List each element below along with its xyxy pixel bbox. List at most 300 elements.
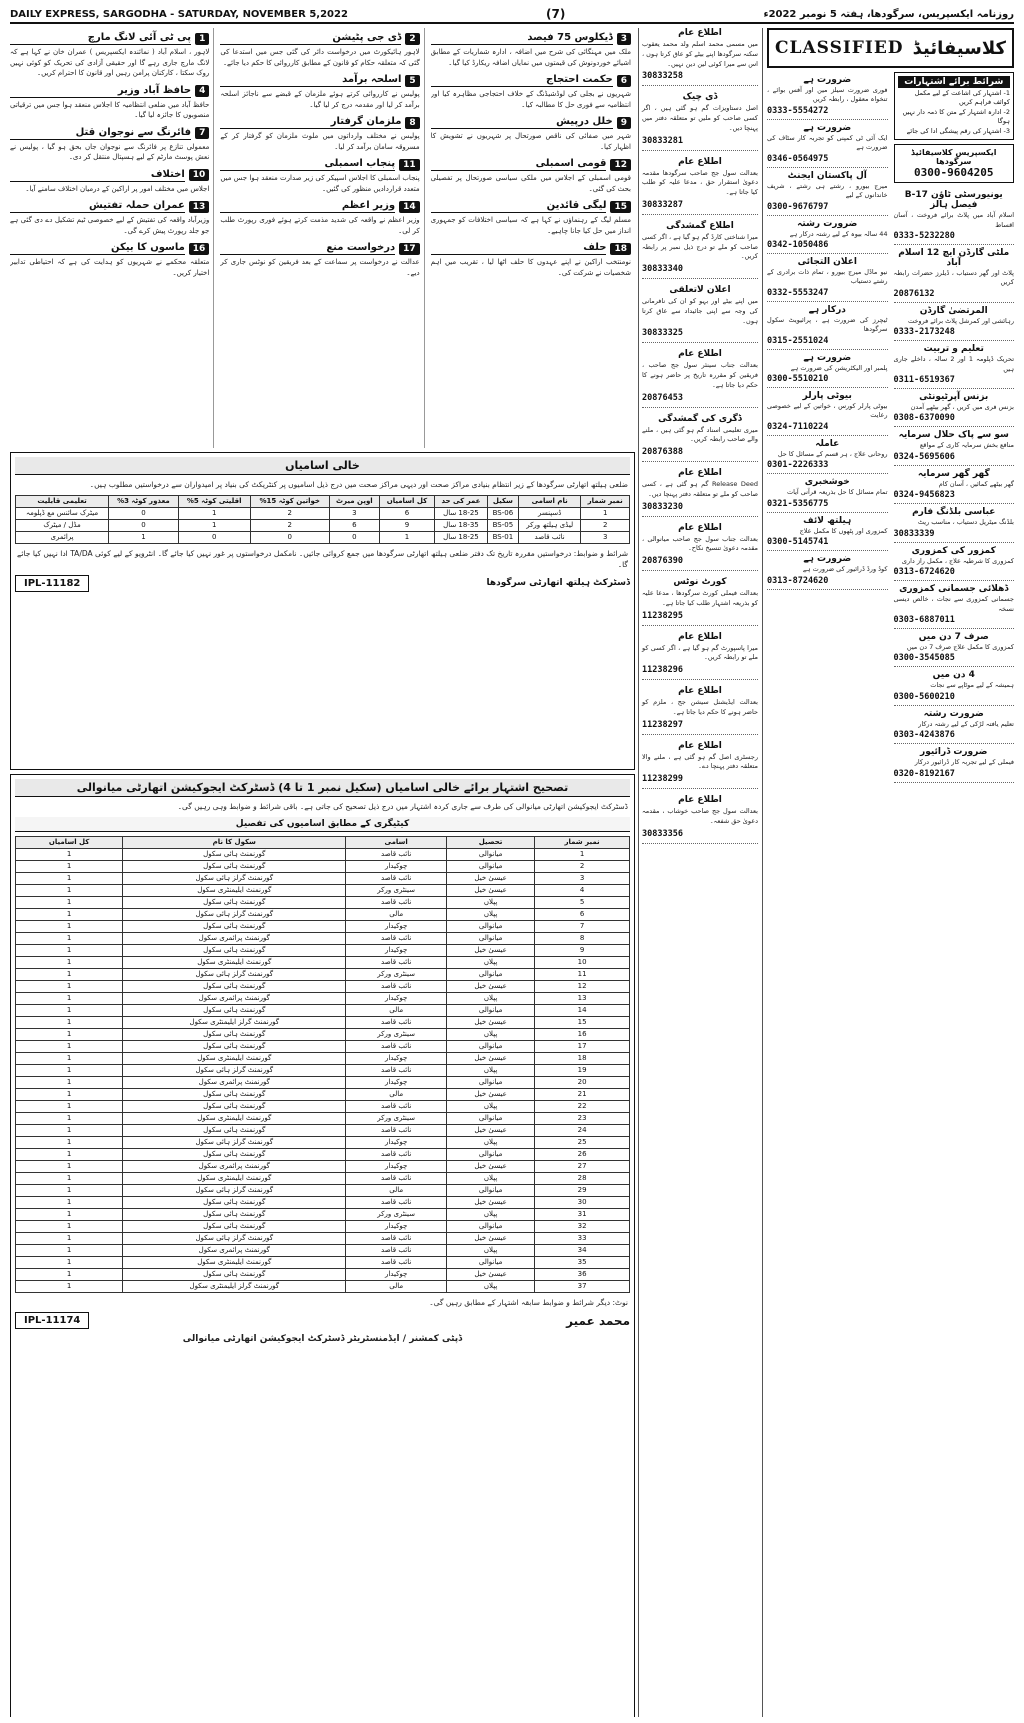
classified-grid — [767, 72, 1014, 783]
classified-item — [894, 466, 1015, 504]
table-row — [16, 920, 630, 932]
table-row — [16, 1148, 630, 1160]
table-cell: نائب قاصد — [518, 531, 581, 543]
table-header-cell: اقلیتی کوٹہ 5% — [178, 495, 250, 507]
table-row — [16, 1136, 630, 1148]
ad-terms-box — [894, 72, 1015, 140]
table-cell: چوکیدار — [346, 1220, 447, 1232]
classified-text: ٹیچرز کی ضرورت ہے ، پرائیویٹ سکول سرگودھا — [767, 315, 888, 334]
table-row — [16, 1184, 630, 1196]
news-body: اجلاس میں مختلف امور پر اراکین کے درمیان اختلاف سامنے آیا۔ — [25, 184, 210, 193]
table-cell: 1 — [16, 1172, 123, 1184]
table-cell: 1 — [16, 1064, 123, 1076]
table-cell: میانوالی — [447, 932, 535, 944]
news-item — [10, 127, 209, 163]
table-cell: 2 — [581, 519, 630, 531]
table-header-cell: کل اسامیاں — [380, 495, 435, 507]
notice-text: اصل دستاویزات گم ہو گئی ہیں ، اگر کسی صاحب کو ملیں تو متعلقہ دفتر میں پہنچا دیں۔ — [642, 104, 758, 132]
table-cell: گورنمنٹ ہائی سکول — [123, 1220, 346, 1232]
classified-item — [894, 303, 1015, 341]
table-cell: سینٹری ورکر — [346, 1112, 447, 1124]
classified-item — [894, 667, 1015, 705]
table-cell: میانوالی — [447, 1004, 535, 1016]
classified-text: رہائشی اور کمرشل پلاٹ برائے فروخت — [907, 316, 1014, 325]
news-headline: فائرنگ سے نوجوان قتل — [10, 127, 191, 140]
table-cell: 7 — [535, 920, 630, 932]
classified-phone: 0303-4243876 — [893, 730, 955, 741]
table-cell: 1 — [16, 1016, 123, 1028]
news-headline: لیگی قائدین — [431, 200, 607, 213]
table-cell: نائب قاصد — [346, 1232, 447, 1244]
notice-block — [642, 795, 758, 844]
classified-text: کوڈ ورڈ ڈرائیور کی ضرورت ہے — [802, 565, 888, 574]
classified-phone: 0346-0564975 — [767, 153, 829, 164]
news-number: 18 — [610, 243, 631, 255]
notice-phone: 30833340 — [642, 264, 683, 274]
news-body: شہریوں نے بجلی کی لوڈشیڈنگ کے خلاف احتجاجی مظاہرہ کیا اور انتظامیہ سے فوری حل کا مطالبہ کیا۔ — [430, 90, 631, 109]
table-cell: چوکیدار — [346, 1076, 447, 1088]
table-cell: 3 — [581, 531, 630, 543]
table-cell: 16 — [535, 1028, 630, 1040]
news-header — [10, 127, 209, 140]
table-cell: گورنمنٹ ایلیمنٹری سکول — [123, 1256, 346, 1268]
notice-text: Release Deed گم ہو گئی ہے ، کسی صاحب کو ملے تو متعلقہ دفتر پہنچا دیں۔ — [642, 480, 758, 498]
table-cell: گورنمنٹ گرلز ہائی سکول — [123, 908, 346, 920]
table-cell: 1 — [16, 968, 123, 980]
classified-phone: 0333-5554272 — [767, 105, 829, 116]
news-header — [431, 116, 631, 129]
table-cell: 34 — [535, 1244, 630, 1256]
news-item — [431, 158, 631, 194]
notice-text: رجسٹری اصل گم ہو گئی ہے ، ملنے والا متعلقہ دفتر پہنچا دے۔ — [642, 752, 758, 771]
news-number: 1 — [195, 33, 209, 45]
table-cell: 1 — [16, 860, 123, 872]
classified-phone: 0315-2551024 — [767, 335, 829, 346]
table-cell: 19 — [535, 1064, 630, 1076]
table-row — [16, 507, 630, 519]
news-headline: خلل درپیش — [431, 116, 613, 129]
table-row — [16, 1040, 630, 1052]
classified-title: اعلان التجائی — [797, 256, 857, 267]
table-cell: 1 — [16, 872, 123, 884]
news-item — [220, 32, 419, 68]
table-row — [16, 1208, 630, 1220]
table-header-cell: کل اسامیاں — [16, 836, 123, 848]
table-cell: 25 — [535, 1136, 630, 1148]
table-cell: 6 — [329, 519, 379, 531]
table-cell: مڈل / میٹرک — [16, 519, 109, 531]
table-cell: نائب قاصد — [346, 980, 447, 992]
table-cell: سینٹری ورکر — [346, 1028, 447, 1040]
table-cell: 1 — [16, 896, 123, 908]
table-cell: گورنمنٹ گرلز ہائی سکول — [123, 1064, 346, 1076]
news-body: وزیر اعظم نے واقعہ کی شدید مذمت کرتے ہوئے فوری رپورٹ طلب کر لی۔ — [220, 216, 420, 235]
table-row — [16, 1100, 630, 1112]
table-cell: 1 — [16, 1196, 123, 1208]
table-cell: پرائمری — [16, 531, 109, 543]
table-cell: میانوالی — [447, 1040, 535, 1052]
table-cell: میٹرک سائنس مع ڈپلومہ — [16, 507, 109, 519]
notice-phone: 30833325 — [642, 328, 683, 339]
notice-title: اطلاع عام — [678, 349, 722, 360]
table-cell: گورنمنٹ ہائی سکول — [123, 1124, 346, 1136]
news-item — [10, 169, 209, 195]
table-header-cell: نمبر شمار — [581, 495, 630, 507]
table-cell: چوکیدار — [346, 920, 447, 932]
page-number: (7) — [546, 7, 566, 21]
table-cell: 1 — [16, 1184, 123, 1196]
table-cell: 0 — [250, 531, 329, 543]
classified-text: اسلام آباد میں پلاٹ برائے فروخت ، آسان اقساط — [893, 211, 1014, 229]
ad-title: تصحیح اشتہار برائے خالی اسامیاں (سکیل نمبر 1 تا 4) ڈسٹرکٹ ایجوکیشن اتھارٹی میانوالی — [15, 779, 630, 797]
table-cell: گورنمنٹ ہائی سکول — [123, 1208, 346, 1220]
notice-phone: 30833258 — [642, 71, 683, 82]
table-header-cell: عمر کی حد — [434, 495, 487, 507]
news-header — [431, 32, 631, 45]
table-cell: گورنمنٹ ایلیمنٹری سکول — [123, 1112, 346, 1124]
news-body: ملک میں مہنگائی کی شرح میں اضافہ ، ادارہ شماریات کے مطابق اشیائے خوردونوش کی قیمتوں میں نمایاں اضافہ ریکارڈ کیا گیا۔ — [430, 48, 631, 67]
table-row — [16, 956, 630, 968]
table-cell: نائب قاصد — [346, 1016, 447, 1028]
table-cell: 20 — [535, 1076, 630, 1088]
notice-title: اعلان لاتعلقی — [669, 285, 731, 295]
news-number: 6 — [617, 75, 631, 87]
news-item — [431, 116, 631, 152]
notice-block — [642, 468, 758, 517]
table-row — [16, 1220, 630, 1232]
table-cell: گورنمنٹ پرائمری سکول — [123, 1244, 346, 1256]
table-cell: عیسیٰ خیل — [447, 1124, 535, 1136]
table-row — [16, 908, 630, 920]
classified-text: روحانی علاج ، ہر قسم کے مسائل کا حل — [777, 449, 888, 458]
table-cell: میانوالی — [447, 860, 535, 872]
table-cell: 1 — [535, 848, 630, 860]
notice-phone: 11238299 — [642, 774, 683, 784]
notice-block — [642, 414, 758, 463]
table-cell: 18 — [535, 1052, 630, 1064]
table-cell: میانوالی — [447, 1148, 535, 1160]
table-cell: نائب قاصد — [346, 1148, 447, 1160]
classified-phone: 0300-5145741 — [767, 537, 829, 548]
news-headline: پی ٹی آئی لانگ مارچ — [10, 32, 191, 45]
classified-text: نیو ماڈل میرج بیورو ، تمام ذات برادری کے رشتے دستیاب — [767, 267, 888, 286]
notice-block — [642, 686, 758, 735]
table-cell: عیسیٰ خیل — [447, 1016, 535, 1028]
classified-item — [767, 474, 888, 512]
news-number: 4 — [195, 85, 209, 97]
classified-title: ضرورت ڈرائیور — [920, 747, 988, 758]
table-cell: چوکیدار — [346, 1268, 447, 1280]
table-cell: 10 — [535, 956, 630, 968]
table-row — [16, 1004, 630, 1016]
table-cell: لیڈی ہیلتھ ورکر — [518, 519, 581, 531]
table-cell: چوکیدار — [346, 1136, 447, 1148]
news-header — [220, 242, 419, 255]
news-item — [431, 74, 631, 110]
table-cell: مالی — [346, 908, 447, 920]
news-body: متعلقہ محکمے نے شہریوں کو ہدایت کی ہے کہ احتیاطی تدابیر اختیار کریں۔ — [10, 258, 210, 277]
news-item — [220, 116, 419, 152]
news-header — [220, 200, 419, 213]
classified-text: تمام مسائل کا حل بذریعہ قرآنی آیات — [786, 488, 888, 497]
table-cell: 1 — [16, 1112, 123, 1124]
news-column — [10, 28, 214, 448]
table-cell: 29 — [535, 1184, 630, 1196]
news-item — [431, 32, 631, 68]
table-cell: 26 — [535, 1148, 630, 1160]
table-cell: 32 — [535, 1220, 630, 1232]
classified-phone: 0324-7110224 — [767, 421, 829, 432]
classified-phone: 30833339 — [893, 528, 935, 539]
table-cell: 12 — [535, 980, 630, 992]
table-cell: 1 — [16, 920, 123, 932]
classified-phone: 0320-8192167 — [893, 768, 955, 779]
news-item — [220, 242, 419, 278]
table-cell: 1 — [16, 944, 123, 956]
classified-title-english: CLASSIFIED — [775, 38, 904, 58]
classified-section — [762, 28, 1014, 1717]
classified-title: گھر گھر سرمایہ — [917, 468, 990, 479]
news-body: وزیرآباد واقعہ کی تفتیش کے لیے خصوصی ٹیم تشکیل دے دی گئی ہے جو جلد رپورٹ پیش کرے گی۔ — [10, 216, 210, 235]
table-cell: عیسیٰ خیل — [447, 872, 535, 884]
classified-text: بزنس فری میں کریں ، گھر بیٹھے آمدن — [910, 403, 1014, 412]
classified-phone: 0300-5510210 — [767, 374, 829, 385]
classified-title: درکار ہے — [808, 304, 846, 315]
table-cell: 11 — [535, 968, 630, 980]
classified-title: عاملہ — [815, 438, 840, 449]
table-cell: گورنمنٹ گرلز ہائی سکول — [123, 1136, 346, 1148]
table-cell: 1 — [581, 507, 630, 519]
classified-item — [767, 350, 888, 388]
news-body: قومی اسمبلی کے اجلاس میں ملکی سیاسی صورتحال پر تفصیلی بحث کی گئی۔ — [430, 174, 631, 193]
table-cell: گورنمنٹ ہائی سکول — [123, 1028, 346, 1040]
notice-text: بعدالت ایڈیشنل سیشن جج ، ملزم کو حاضر ہونے کا حکم دیا جاتا ہے۔ — [642, 698, 758, 716]
ad-signatory: محمد عمیر — [566, 1313, 630, 1328]
table-cell: پپلاں — [447, 956, 535, 968]
table-cell: 2 — [250, 519, 329, 531]
table-row — [16, 980, 630, 992]
table-header-cell: نام اسامی — [518, 495, 581, 507]
table-cell: 18-25 سال — [434, 531, 487, 543]
classified-text: بیوٹی پارلر کورس ، خواتین کے لیے خصوصی رعایت — [767, 402, 888, 420]
table-cell: پپلاں — [447, 992, 535, 1004]
table-cell: گورنمنٹ ہائی سکول — [123, 1148, 346, 1160]
classified-text: 44 سالہ بیوہ کے لیے رشتہ درکار ہے — [789, 229, 888, 238]
table-row — [16, 1124, 630, 1136]
classified-phone: 0342-1050486 — [767, 239, 829, 250]
notice-title: اطلاع عام — [678, 740, 722, 751]
ad-issuer: ڈپٹی کمشنر / ایڈمنسٹریٹر ڈسٹرکٹ ایجوکیشن اتھارٹی میانوالی — [182, 1334, 463, 1345]
classified-item — [894, 581, 1015, 629]
news-headline: اختلاف — [10, 169, 185, 182]
classified-phone: 0321-5356775 — [767, 498, 829, 509]
table-row — [16, 1016, 630, 1028]
table-cell: گورنمنٹ ہائی سکول — [123, 1100, 346, 1112]
vacancy-ad-education — [10, 774, 635, 1717]
table-cell: عیسیٰ خیل — [447, 1268, 535, 1280]
table-cell: گورنمنٹ گرلز ہائی سکول — [123, 1232, 346, 1244]
table-cell: 13 — [535, 992, 630, 1004]
table-cell: نائب قاصد — [346, 848, 447, 860]
ad-issuer: ڈسٹرکٹ ہیلتھ اتھارٹی سرگودھا — [486, 578, 630, 589]
table-cell: مالی — [346, 1088, 447, 1100]
table-row — [16, 1256, 630, 1268]
news-body: عدالت نے درخواست پر سماعت کے بعد فریقین کو نوٹس جاری کر دیے۔ — [220, 258, 420, 277]
table-cell: عیسیٰ خیل — [447, 1196, 535, 1208]
classified-phone: 0324-9456823 — [893, 490, 955, 501]
notice-phone: 30833230 — [642, 501, 683, 512]
table-cell: گورنمنٹ ہائی سکول — [123, 944, 346, 956]
ad-footer — [15, 575, 630, 592]
table-row — [16, 1076, 630, 1088]
notice-text: میرا شناختی کارڈ گم ہو گیا ہے ، اگر کسی صاحب کو ملے تو درج ذیل نمبر پر رابطہ کریں۔ — [642, 232, 758, 261]
news-number: 2 — [405, 33, 419, 45]
news-item — [220, 158, 419, 194]
notice-block — [642, 577, 758, 626]
notice-title: اطلاع عام — [678, 631, 722, 642]
table-cell: ڈسپنسر — [518, 507, 581, 519]
table-cell: 1 — [16, 1232, 123, 1244]
table-row — [16, 872, 630, 884]
table-cell: 1 — [16, 1136, 123, 1148]
table-row — [16, 1088, 630, 1100]
news-header — [220, 74, 419, 87]
table-cell: 1 — [380, 531, 435, 543]
table-row — [16, 1268, 630, 1280]
table-cell: نائب قاصد — [346, 1196, 447, 1208]
table-header-cell: خواتین کوٹہ 15% — [250, 495, 329, 507]
table-cell: پپلاں — [447, 1244, 535, 1256]
classified-title: ہیلتھ لائف — [803, 515, 852, 526]
classified-text: پلمبر اور الیکٹریشن کی ضرورت ہے — [790, 363, 888, 372]
table-cell: 1 — [16, 1076, 123, 1088]
table-row — [16, 1280, 630, 1292]
classified-item — [767, 120, 888, 168]
ad-terms: شرائط و ضوابط: درخواستیں مقررہ تاریخ تک دفتر ضلعی ہیلتھ اتھارٹی سرگودھا میں جمع کروائی جائیں۔ نامکمل درخواستوں پر غور نہیں کیا جائے گا۔ انٹرویو کے لیے کوئی TA/DA ادا نہیں کیا جائے گا۔ — [17, 548, 628, 570]
table-cell: 37 — [535, 1280, 630, 1292]
table-cell: 3 — [329, 507, 379, 519]
classified-item — [894, 706, 1015, 744]
news-header — [10, 32, 209, 45]
news-item — [10, 85, 209, 121]
table-cell: گورنمنٹ گرلز ہائی سکول — [123, 872, 346, 884]
news-header — [431, 242, 631, 255]
classified-title: 4 دن میں — [932, 670, 975, 681]
classified-title: کمزور کی کمزوری — [911, 545, 996, 556]
classified-phone: 0324-5695606 — [893, 451, 955, 462]
classified-title: ضرورت ہے — [803, 75, 852, 85]
table-cell: 1 — [16, 1208, 123, 1220]
table-cell: چوکیدار — [346, 1160, 447, 1172]
notice-phone: 20876453 — [642, 392, 683, 403]
notice-phone: 30833281 — [642, 135, 683, 146]
news-item — [431, 242, 631, 278]
notice-title: اطلاع عام — [678, 28, 722, 38]
news-body: مسلم لیگ کے رہنماؤں نے کہا ہے کہ سیاسی اختلافات کو جمہوری انداز میں حل کیا جانا چاہیے۔ — [430, 216, 631, 235]
news-headline: وزیر اعظم — [220, 200, 395, 213]
notice-title: اطلاع عام — [678, 686, 722, 696]
table-cell: میانوالی — [447, 848, 535, 860]
terms-line: 3- اشتہار کی رقم پیشگی ادا کی جائے — [906, 126, 1010, 135]
table-cell: گورنمنٹ گرلز ایلیمنٹری سکول — [123, 1280, 346, 1292]
classified-title: بیوٹی پارلر — [802, 391, 852, 402]
ad-note: نوٹ: دیگر شرائط و ضوابط سابقہ اشتہار کے مطابق رہیں گی۔ — [429, 1297, 628, 1307]
notice-block — [642, 221, 758, 279]
table-cell: BS-06 — [487, 507, 518, 519]
table-cell: چوکیدار — [346, 860, 447, 872]
table-cell: نائب قاصد — [346, 1064, 447, 1076]
contact-title: ایکسپریس کلاسیفائیڈ سرگودھا — [911, 148, 997, 167]
vacancy-table — [15, 495, 630, 544]
classified-text: منافع بخش سرمایہ کاری کے مواقع — [919, 441, 1014, 450]
table-row — [16, 1172, 630, 1184]
table-cell: گورنمنٹ ایلیمنٹری سکول — [123, 884, 346, 896]
table-cell: میانوالی — [447, 1220, 535, 1232]
classified-title: سو سے پاک حلال سرمایہ — [898, 430, 1009, 441]
news-section — [10, 28, 635, 448]
table-cell: گورنمنٹ پرائمری سکول — [123, 932, 346, 944]
classified-item — [894, 389, 1015, 427]
table-cell: گورنمنٹ ہائی سکول — [123, 1040, 346, 1052]
table-cell: 9 — [535, 944, 630, 956]
classified-title: ضرورت ہے — [803, 554, 852, 565]
classified-phone: 0301-2226333 — [767, 460, 829, 471]
classified-item — [767, 216, 888, 254]
news-column — [220, 28, 424, 448]
classified-text: کمزوری اور پٹھوں کا مکمل علاج — [799, 526, 888, 535]
classified-text: میرج بیورو ، رشتے ہی رشتے ، شریف خاندانوں کے لیے — [767, 181, 888, 200]
classified-text: فوری ضرورت سیلز مین اور آفس بوائے ، تنخواہ معقول ، رابطہ کریں — [767, 86, 888, 104]
table-cell: 23 — [535, 1112, 630, 1124]
classified-item — [894, 427, 1015, 465]
news-number: 15 — [610, 201, 631, 213]
classified-phone: 0300-9676797 — [767, 201, 829, 212]
table-cell: نائب قاصد — [346, 1172, 447, 1184]
table-cell: نائب قاصد — [346, 956, 447, 968]
table-cell: 1 — [16, 1124, 123, 1136]
notice-phone: 30833287 — [642, 199, 683, 210]
news-body: حافظ آباد میں ضلعی انتظامیہ کا اجلاس منعقد ہوا جس میں ترقیاتی منصوبوں کا جائزہ لیا گیا۔ — [10, 100, 210, 119]
table-cell: عیسیٰ خیل — [447, 980, 535, 992]
news-body: لاہور ، اسلام آباد ( نمائندہ ایکسپریس ) عمران خان نے کہا ہے کہ لانگ مارچ جاری رہے گا اور حقیقی آزادی کی تحریک کو کوئی نہیں روک سکتا ، کارکنان پرامن رہیں اور قانون کا احترام کریں۔ — [10, 48, 210, 77]
classified-text: گھر بیٹھے کمائیں ، آسان کام — [938, 479, 1014, 488]
table-cell: گورنمنٹ ہائی سکول — [123, 1004, 346, 1016]
classified-title-urdu: کلاسیفائیڈ — [912, 37, 1006, 59]
table-cell: 17 — [535, 1040, 630, 1052]
table-row — [16, 1244, 630, 1256]
table-cell: 22 — [535, 1100, 630, 1112]
classified-text: پلاٹ اور گھر دستیاب ، ڈیلرز حضرات رابطہ کریں — [893, 268, 1014, 287]
news-number: 13 — [189, 201, 210, 213]
classified-item — [767, 168, 888, 216]
table-cell: میانوالی — [447, 968, 535, 980]
notice-text: بعدالت سول جج صاحب سرگودھا مقدمہ دعویٰ استقرار حق ، مدعا علیہ کو طلب کیا جاتا ہے۔ — [642, 168, 758, 196]
notice-phone: 11238295 — [642, 610, 683, 621]
table-cell: گورنمنٹ ہائی سکول — [123, 980, 346, 992]
left-section — [10, 28, 635, 1717]
table-cell: پپلاں — [447, 1280, 535, 1292]
table-cell: 18-25 سال — [434, 507, 487, 519]
table-cell: 1 — [16, 1220, 123, 1232]
notice-block — [642, 28, 758, 86]
table-cell: سینٹری ورکر — [346, 1208, 447, 1220]
news-header — [431, 158, 631, 171]
table-cell: عیسیٰ خیل — [447, 1232, 535, 1244]
terms-title: شرائط برائے اشتہارات — [898, 76, 1011, 88]
masthead-urdu: روزنامہ ایکسپریس، سرگودھا، ہفتہ 5 نومبر 2022ء — [763, 8, 1014, 20]
ad-title: خالی اسامیاں — [15, 457, 630, 475]
classified-text: کمزوری کا مکمل علاج صرف 7 دن میں — [906, 643, 1014, 652]
